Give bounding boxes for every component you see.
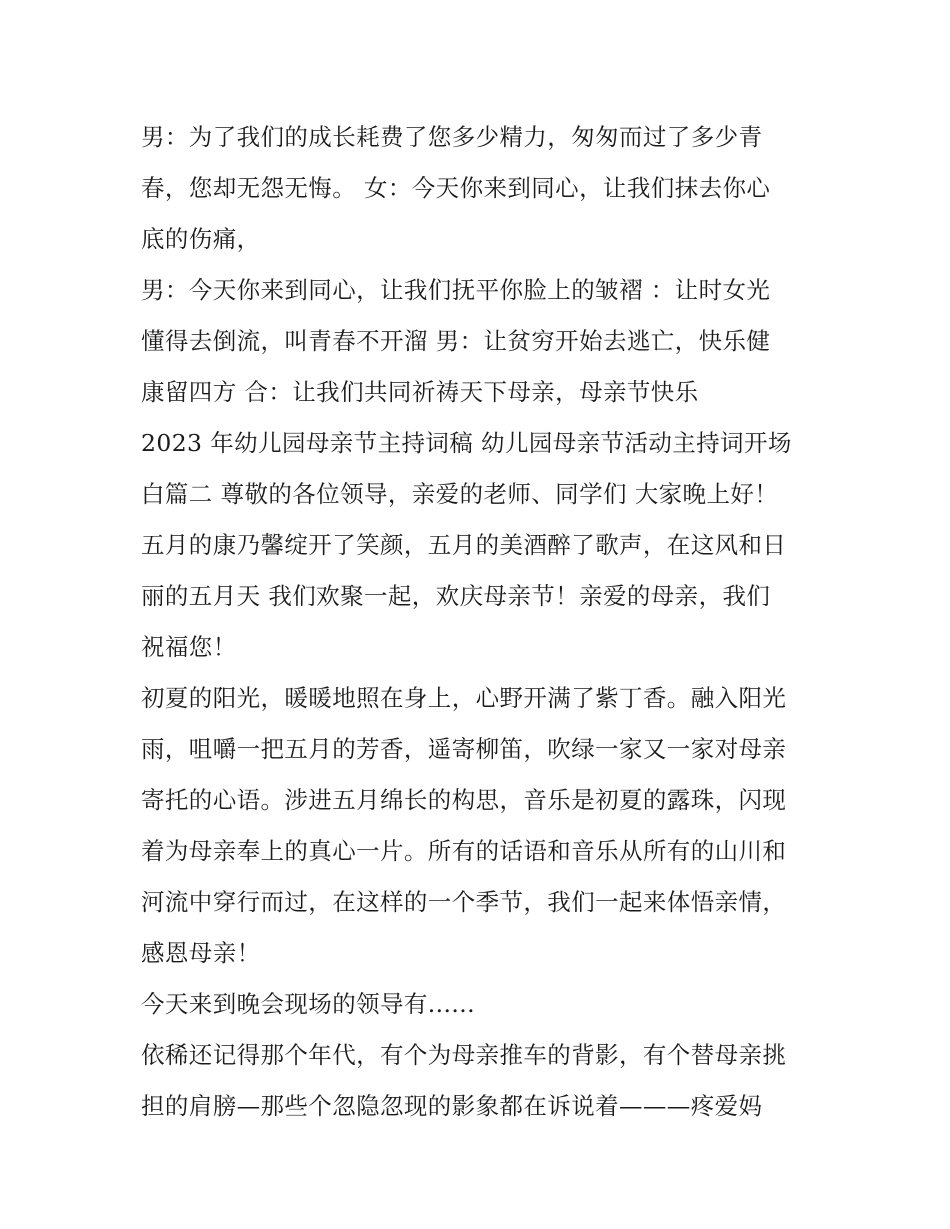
text-line: 丽的五月天 我们欢聚一起，欢庆母亲节！亲爱的母亲，我们 [141, 582, 771, 610]
text-line: 河流中穿行而过，在这样的一个季节，我们一起来体悟亲情， [141, 888, 787, 916]
text-line: 雨，咀嚼一把五月的芳香，遥寄柳笛，吹绿一家又一家对母亲 [141, 735, 787, 763]
text-line: 男：为了我们的成长耗费了您多少精力，匆匆而过了多少青 [141, 123, 763, 151]
text-line: 懂得去倒流，叫青春不开溜 男：让贫穷开始去逃亡，快乐健 [141, 327, 771, 355]
text-line: 寄托的心语。涉进五月绵长的构思，音乐是初夏的露珠，闪现 [141, 786, 787, 814]
text-line: 依稀还记得那个年代，有个为母亲推车的背影，有个替母亲挑 [141, 1041, 787, 1069]
text-line: 初夏的阳光，暖暖地照在身上，心野开满了紫丁香。融入阳光 [141, 684, 787, 712]
text-line: 康留四方 合：让我们共同祈祷天下母亲，母亲节快乐 [141, 378, 699, 406]
text-line: 五月的康乃馨绽开了笑颜，五月的美酒醉了歌声，在这风和日 [141, 531, 787, 559]
text-line: 担的肩膀—那些个忽隐忽现的影象都在诉说着———疼爱妈 [141, 1092, 763, 1120]
text-line: 男：今天你来到同心，让我们抚平你脸上的皱褶 ：让时女光 [141, 276, 771, 304]
text-line: 祝福您！ [141, 633, 237, 661]
text-line: 着为母亲奉上的真心一片。所有的话语和音乐从所有的山川和 [141, 837, 787, 865]
text-line: 白篇二 尊敬的各位领导，亲爱的老师、同学们 大家晚上好！ [141, 480, 779, 508]
document-body [141, 112, 821, 1132]
text-line: 今天来到晚会现场的领导有...... [141, 990, 476, 1018]
text-line: 底的伤痛， [141, 225, 261, 253]
text-line: 2023 年幼儿园母亲节主持词稿 幼儿园母亲节活动主持词开场 [141, 429, 792, 457]
text-line: 春，您却无怨无悔。 女：今天你来到同心，让我们抹去你心 [141, 174, 771, 202]
text-line: 感恩母亲！ [141, 939, 261, 967]
